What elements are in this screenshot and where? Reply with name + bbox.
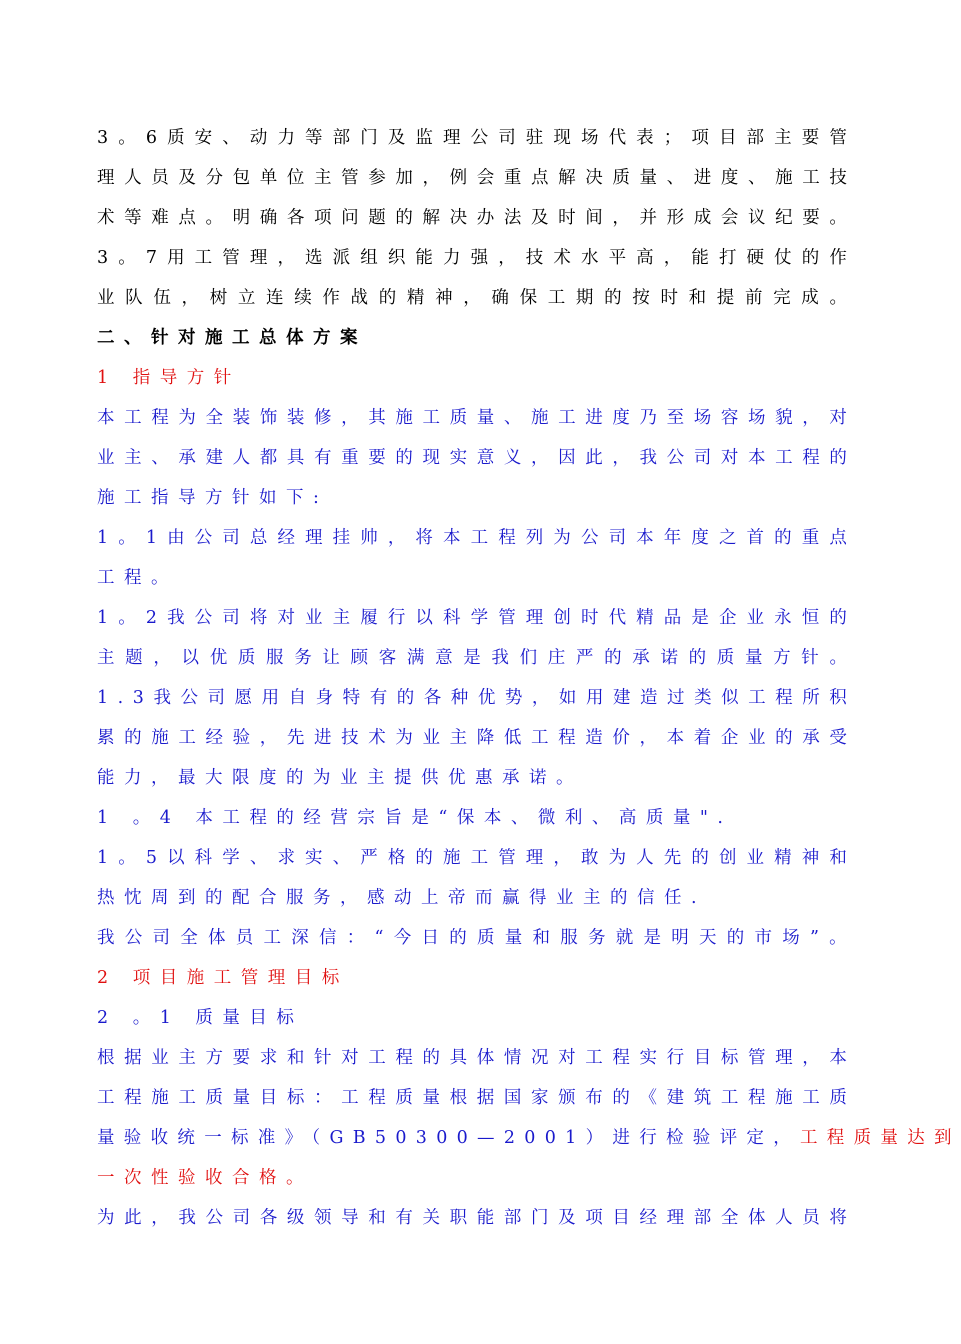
text-line-content: 1 。4 本工程的经营宗旨是“保本、微利、高质量".	[97, 808, 733, 828]
text-line	[97, 678, 847, 718]
text-line	[97, 358, 847, 398]
text-line	[97, 278, 847, 318]
text-line-content: 业 主 、 承 建 人 都 具 有 重 要 的 现 实 意 义 ， 因 此 ， 我 公 司 对 本 工 程 的	[97, 448, 847, 468]
text-line-content: 3 。 7 用 工 管 理 ， 选 派 组 织 能 力 强 ， 技 术 水 平 高 ， 能 打 硬 仗 的 作	[97, 248, 847, 268]
text-line	[97, 518, 847, 558]
text-line	[97, 718, 847, 758]
text-line-content: 术 等 难 点 。 明 确 各 项 问 题 的 解 决 办 法 及 时 间 ， 并 形 成 会 议 纪 要 。	[97, 208, 847, 228]
text-line-content: 量验收统一标准》（GB50300—2001）进行检验评定，	[97, 1128, 800, 1148]
text-line-content: 1 指导方针	[97, 368, 241, 388]
text-line	[97, 398, 847, 438]
text-line-content: 2 项目施工管理目标	[97, 968, 349, 988]
text-line	[97, 1158, 847, 1198]
text-line	[97, 318, 847, 358]
text-line-highlight: 工程质量达到	[800, 1128, 961, 1148]
text-line	[97, 438, 847, 478]
text-line	[97, 158, 847, 198]
text-line-content: 工程。	[97, 568, 178, 588]
text-line-content: 1 。 2 我 公 司 将 对 业 主 履 行 以 科 学 管 理 创 时 代 精 品 是 企 业 永 恒 的	[97, 608, 847, 628]
text-line-content: 2 。1 质量目标	[97, 1008, 304, 1028]
text-line-content: 施工指导方针如下:	[97, 488, 329, 508]
text-line	[97, 1038, 847, 1078]
text-line-content: 理 人 员 及 分 包 单 位 主 管 参 加 ， 例 会 重 点 解 决 质 量 、 进 度 、 施 工 技	[97, 168, 847, 188]
text-line	[97, 798, 847, 838]
text-line	[97, 1198, 847, 1238]
text-line	[97, 198, 847, 238]
text-line	[97, 838, 847, 878]
text-line	[97, 1078, 847, 1118]
text-line	[97, 238, 847, 278]
text-line	[97, 878, 847, 918]
text-line	[97, 598, 847, 638]
text-line-content: 为 此 ， 我 公 司 各 级 领 导 和 有 关 职 能 部 门 及 项 目 经 理 部 全 体 人 员 将	[97, 1208, 847, 1228]
text-line-content: 1 . 3 我 公 司 愿 用 自 身 特 有 的 各 种 优 势 ， 如 用 建 造 过 类 似 工 程 所 积	[97, 688, 847, 708]
text-line-content: 主 题 ， 以 优 质 服 务 让 顾 客 满 意 是 我 们 庄 严 的 承 诺 的 质 量 方 针 。	[97, 648, 847, 668]
text-line	[97, 918, 847, 958]
text-line-content: 二、针对施工总体方案	[97, 328, 367, 348]
text-line	[97, 958, 847, 998]
text-line-content: 业 队 伍 ， 树 立 连 续 作 战 的 精 神 ， 确 保 工 期 的 按 时 和 提 前 完 成 。	[97, 288, 847, 308]
text-line	[97, 1118, 961, 1158]
text-line-content: 一次性验收合格。	[97, 1168, 313, 1188]
text-line-content: 能力，最大限度的为业主提供优惠承诺。	[97, 768, 583, 788]
text-line-content: 1 。 5 以 科 学 、 求 实 、 严 格 的 施 工 管 理 ， 敢 为 人 先 的 创 业 精 神 和	[97, 848, 847, 868]
text-line	[97, 558, 847, 598]
text-line-content: 热忱周到的配合服务，感动上帝而赢得业主的信任.	[97, 888, 707, 908]
text-line	[97, 998, 847, 1038]
text-line	[97, 638, 847, 678]
text-line-content: 工 程 施 工 质 量 目 标 ： 工 程 质 量 根 据 国 家 颁 布 的 《 建 筑 工 程 施 工 质	[97, 1088, 847, 1108]
text-line-content: 本 工 程 为 全 装 饰 装 修 ， 其 施 工 质 量 、 施 工 进 度 乃 至 场 容 场 貌 ， 对	[97, 408, 847, 428]
text-line-content: 我 公 司 全 体 员 工 深 信 ： “ 今 日 的 质 量 和 服 务 就 是 明 天 的 市 场 ” 。	[97, 928, 847, 948]
text-line	[97, 478, 847, 518]
document-page	[97, 118, 961, 1238]
text-line-content: 3 。 6 质 安 、 动 力 等 部 门 及 监 理 公 司 驻 现 场 代 表 ； 项 目 部 主 要 管	[97, 128, 847, 148]
text-line-content: 1 。 1 由 公 司 总 经 理 挂 帅 ， 将 本 工 程 列 为 公 司 本 年 度 之 首 的 重 点	[97, 528, 847, 548]
text-line-content: 根 据 业 主 方 要 求 和 针 对 工 程 的 具 体 情 况 对 工 程 实 行 目 标 管 理 ， 本	[97, 1048, 847, 1068]
text-line	[97, 118, 847, 158]
text-line-content: 累 的 施 工 经 验 ， 先 进 技 术 为 业 主 降 低 工 程 造 价 ， 本 着 企 业 的 承 受	[97, 728, 847, 748]
text-line	[97, 758, 847, 798]
